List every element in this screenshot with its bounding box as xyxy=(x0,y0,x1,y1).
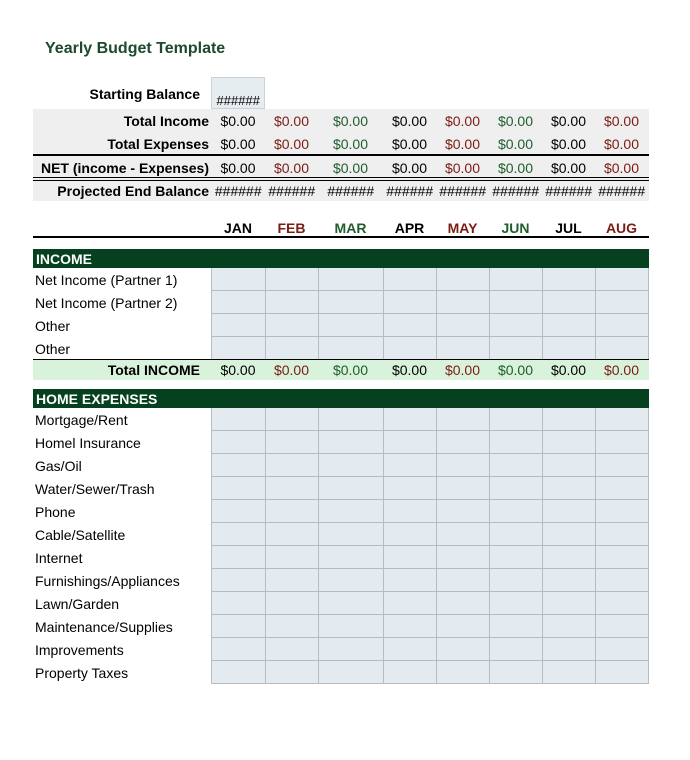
input-cell-aug[interactable] xyxy=(595,546,649,569)
input-cell-jun[interactable] xyxy=(489,615,542,638)
input-cell-mar[interactable] xyxy=(318,454,383,477)
input-cell-jan[interactable] xyxy=(211,523,265,546)
summary-row xyxy=(33,179,649,202)
input-cell-apr[interactable] xyxy=(383,638,436,661)
input-cell-apr[interactable] xyxy=(383,408,436,431)
input-cell-jun[interactable] xyxy=(489,314,542,337)
row-label: Other xyxy=(35,318,71,334)
summary-value: $0.00 xyxy=(220,136,256,152)
input-cell-jul[interactable] xyxy=(542,569,595,592)
summary-value: ###### xyxy=(492,183,539,199)
input-cell-apr[interactable] xyxy=(383,569,436,592)
summary-value: $0.00 xyxy=(603,160,640,176)
summary-value: ###### xyxy=(214,183,262,199)
list-item xyxy=(33,431,649,454)
input-cell-aug[interactable] xyxy=(595,638,649,661)
input-cell-apr[interactable] xyxy=(383,661,436,684)
input-cell-jul[interactable] xyxy=(542,408,595,431)
input-cell-jan[interactable] xyxy=(211,500,265,523)
input-cell-apr[interactable] xyxy=(383,546,436,569)
month-header-aug: AUG xyxy=(605,220,638,236)
list-item xyxy=(33,592,649,615)
row-label: Net Income (Partner 2) xyxy=(35,295,178,311)
input-cell-mar[interactable] xyxy=(318,546,383,569)
summary-value: $0.00 xyxy=(220,113,256,129)
input-cell-apr[interactable] xyxy=(383,500,436,523)
total-income-value: $0.00 xyxy=(273,362,310,378)
page-title: Yearly Budget Template xyxy=(45,40,226,57)
input-cell-jul[interactable] xyxy=(542,615,595,638)
input-cell-jun[interactable] xyxy=(489,431,542,454)
list-item xyxy=(33,569,649,592)
input-cell-aug[interactable] xyxy=(595,477,649,500)
input-cell-aug[interactable] xyxy=(595,500,649,523)
input-cell-may[interactable] xyxy=(436,337,489,360)
summary-value: $0.00 xyxy=(603,113,640,129)
input-cell-mar[interactable] xyxy=(318,638,383,661)
input-cell-mar[interactable] xyxy=(318,408,383,431)
summary-value: $0.00 xyxy=(497,113,534,129)
month-header-jun: JUN xyxy=(501,220,530,236)
input-cell-feb[interactable] xyxy=(265,546,318,569)
row-label: Net Income (Partner 1) xyxy=(35,272,178,288)
summary-value: ###### xyxy=(327,183,374,199)
input-cell-jan[interactable] xyxy=(211,615,265,638)
summary-value: $0.00 xyxy=(497,160,534,176)
summary-value: $0.00 xyxy=(444,160,481,176)
list-item xyxy=(33,408,649,431)
summary-value: ###### xyxy=(545,183,592,199)
summary-value: $0.00 xyxy=(391,136,428,152)
input-cell-jul[interactable] xyxy=(542,638,595,661)
input-cell-jul[interactable] xyxy=(542,454,595,477)
total-income-value: $0.00 xyxy=(332,362,369,378)
input-cell-apr[interactable] xyxy=(383,477,436,500)
summary-value: ###### xyxy=(439,183,486,199)
input-cell-may[interactable] xyxy=(436,454,489,477)
input-cell-may[interactable] xyxy=(436,661,489,684)
input-cell-aug[interactable] xyxy=(595,661,649,684)
input-cell-apr[interactable] xyxy=(383,314,436,337)
input-cell-jul[interactable] xyxy=(542,291,595,314)
total-income-value: $0.00 xyxy=(603,362,640,378)
row-label: Improvements xyxy=(35,642,124,658)
input-cell-jul[interactable] xyxy=(542,500,595,523)
summary-value: $0.00 xyxy=(497,136,534,152)
input-cell-jul[interactable] xyxy=(542,314,595,337)
input-cell-may[interactable] xyxy=(436,408,489,431)
input-cell-apr[interactable] xyxy=(383,337,436,360)
input-cell-aug[interactable] xyxy=(595,268,649,291)
row-label: Homel Insurance xyxy=(35,435,141,451)
list-item xyxy=(33,615,649,638)
input-cell-jun[interactable] xyxy=(489,546,542,569)
input-cell-jan[interactable] xyxy=(211,268,265,291)
row-label: Furnishings/Appliances xyxy=(35,573,180,589)
month-header-may: MAY xyxy=(447,220,478,236)
input-cell-jun[interactable] xyxy=(489,661,542,684)
input-cell-jul[interactable] xyxy=(542,337,595,360)
input-cell-aug[interactable] xyxy=(595,615,649,638)
input-cell-jun[interactable] xyxy=(489,592,542,615)
input-cell-apr[interactable] xyxy=(383,615,436,638)
input-cell-jan[interactable] xyxy=(211,431,265,454)
input-cell-jul[interactable] xyxy=(542,592,595,615)
summary-value: $0.00 xyxy=(550,113,587,129)
row-label: Phone xyxy=(35,504,76,520)
list-item xyxy=(33,500,649,523)
input-cell-feb[interactable] xyxy=(265,408,318,431)
input-cell-feb[interactable] xyxy=(265,638,318,661)
row-label: Maintenance/Supplies xyxy=(35,619,173,635)
total-income-row xyxy=(33,359,649,380)
input-cell-may[interactable] xyxy=(436,314,489,337)
input-cell-jan[interactable] xyxy=(211,408,265,431)
input-cell-feb[interactable] xyxy=(265,500,318,523)
summary-value: $0.00 xyxy=(332,136,369,152)
starting-balance-label: Starting Balance xyxy=(89,86,200,102)
input-cell-jul[interactable] xyxy=(542,661,595,684)
input-cell-jan[interactable] xyxy=(211,638,265,661)
input-cell-jan[interactable] xyxy=(211,477,265,500)
input-cell-jun[interactable] xyxy=(489,408,542,431)
input-cell-may[interactable] xyxy=(436,546,489,569)
input-cell-may[interactable] xyxy=(436,523,489,546)
input-cell-aug[interactable] xyxy=(595,569,649,592)
input-cell-apr[interactable] xyxy=(383,268,436,291)
total-income-value: $0.00 xyxy=(444,362,481,378)
income-section-title: INCOME xyxy=(36,251,92,267)
input-cell-feb[interactable] xyxy=(265,268,318,291)
total-income-value: $0.00 xyxy=(220,362,256,378)
summary-value: $0.00 xyxy=(220,160,256,176)
row-label: Property Taxes xyxy=(35,665,129,681)
summary-value: $0.00 xyxy=(391,160,428,176)
month-header-apr: APR xyxy=(394,220,425,236)
input-cell-jan[interactable] xyxy=(211,314,265,337)
row-label: Lawn/Garden xyxy=(35,596,120,612)
input-cell-jul[interactable] xyxy=(542,523,595,546)
summary-value: $0.00 xyxy=(550,160,587,176)
row-label: Mortgage/Rent xyxy=(35,412,128,428)
input-cell-jun[interactable] xyxy=(489,477,542,500)
input-cell-jan[interactable] xyxy=(211,661,265,684)
list-item xyxy=(33,268,649,291)
input-cell-may[interactable] xyxy=(436,291,489,314)
input-cell-jun[interactable] xyxy=(489,500,542,523)
input-cell-feb[interactable] xyxy=(265,661,318,684)
total-income-value: $0.00 xyxy=(550,362,587,378)
input-cell-jun[interactable] xyxy=(489,523,542,546)
input-cell-mar[interactable] xyxy=(318,661,383,684)
home-expenses-section-title: HOME EXPENSES xyxy=(36,391,158,407)
total-income-value: $0.00 xyxy=(497,362,534,378)
input-cell-jul[interactable] xyxy=(542,431,595,454)
input-cell-mar[interactable] xyxy=(318,337,383,360)
input-cell-may[interactable] xyxy=(436,477,489,500)
starting-balance-input[interactable]: ###### xyxy=(211,77,265,109)
list-item xyxy=(33,523,649,546)
list-item xyxy=(33,454,649,477)
input-cell-feb[interactable] xyxy=(265,592,318,615)
income-section-header xyxy=(33,249,649,268)
input-cell-jan[interactable] xyxy=(211,291,265,314)
input-cell-may[interactable] xyxy=(436,569,489,592)
input-cell-jul[interactable] xyxy=(542,477,595,500)
input-cell-mar[interactable] xyxy=(318,314,383,337)
input-cell-aug[interactable] xyxy=(595,337,649,360)
input-cell-aug[interactable] xyxy=(595,592,649,615)
row-label: Water/Sewer/Trash xyxy=(35,481,155,497)
home-expenses-section-header xyxy=(33,389,649,408)
input-cell-mar[interactable] xyxy=(318,431,383,454)
input-cell-feb[interactable] xyxy=(265,569,318,592)
input-cell-feb[interactable] xyxy=(265,431,318,454)
summary-value: $0.00 xyxy=(273,160,310,176)
input-cell-may[interactable] xyxy=(436,431,489,454)
input-cell-jan[interactable] xyxy=(211,337,265,360)
input-cell-apr[interactable] xyxy=(383,431,436,454)
input-cell-aug[interactable] xyxy=(595,454,649,477)
summary-block xyxy=(33,109,649,201)
input-cell-may[interactable] xyxy=(436,638,489,661)
summary-value: $0.00 xyxy=(391,113,428,129)
list-item xyxy=(33,477,649,500)
input-cell-jun[interactable] xyxy=(489,268,542,291)
double-divider xyxy=(33,177,649,181)
list-item xyxy=(33,638,649,661)
input-cell-mar[interactable] xyxy=(318,500,383,523)
month-header-jul: JUL xyxy=(555,220,582,236)
input-cell-aug[interactable] xyxy=(595,431,649,454)
input-cell-may[interactable] xyxy=(436,268,489,291)
input-cell-apr[interactable] xyxy=(383,291,436,314)
input-cell-jan[interactable] xyxy=(211,592,265,615)
summary-value: $0.00 xyxy=(444,113,481,129)
input-cell-jun[interactable] xyxy=(489,454,542,477)
input-cell-mar[interactable] xyxy=(318,291,383,314)
list-item xyxy=(33,291,649,314)
input-cell-feb[interactable] xyxy=(265,523,318,546)
summary-row-label: Total Income xyxy=(123,113,209,129)
row-label: Internet xyxy=(35,550,83,566)
summary-row xyxy=(33,109,649,132)
summary-value: $0.00 xyxy=(273,136,310,152)
row-label: Other xyxy=(35,341,71,357)
input-cell-jul[interactable] xyxy=(542,546,595,569)
input-cell-mar[interactable] xyxy=(318,592,383,615)
input-cell-mar[interactable] xyxy=(318,615,383,638)
input-cell-jan[interactable] xyxy=(211,569,265,592)
input-cell-mar[interactable] xyxy=(318,268,383,291)
input-cell-apr[interactable] xyxy=(383,454,436,477)
input-cell-apr[interactable] xyxy=(383,523,436,546)
divider xyxy=(33,154,649,156)
summary-value: $0.00 xyxy=(273,113,310,129)
row-label: Gas/Oil xyxy=(35,458,82,474)
summary-row-label: NET (income - Expenses) xyxy=(40,160,209,176)
input-cell-mar[interactable] xyxy=(318,569,383,592)
input-cell-jan[interactable] xyxy=(211,546,265,569)
month-header-row xyxy=(33,220,649,238)
input-cell-aug[interactable] xyxy=(595,523,649,546)
input-cell-jun[interactable] xyxy=(489,569,542,592)
summary-value: $0.00 xyxy=(550,136,587,152)
list-item xyxy=(33,546,649,569)
summary-value: $0.00 xyxy=(332,160,369,176)
input-cell-may[interactable] xyxy=(436,592,489,615)
input-cell-feb[interactable] xyxy=(265,291,318,314)
input-cell-aug[interactable] xyxy=(595,408,649,431)
input-cell-feb[interactable] xyxy=(265,615,318,638)
input-cell-apr[interactable] xyxy=(383,592,436,615)
summary-row xyxy=(33,132,649,155)
month-header-jan: JAN xyxy=(223,220,252,236)
input-cell-may[interactable] xyxy=(436,615,489,638)
input-cell-feb[interactable] xyxy=(265,314,318,337)
list-item xyxy=(33,314,649,337)
input-cell-mar[interactable] xyxy=(318,523,383,546)
summary-row xyxy=(33,156,649,179)
input-cell-jun[interactable] xyxy=(489,337,542,360)
summary-row-label: Projected End Balance xyxy=(57,183,209,199)
summary-value: ###### xyxy=(268,183,315,199)
input-cell-feb[interactable] xyxy=(265,454,318,477)
input-cell-mar[interactable] xyxy=(318,477,383,500)
input-cell-jan[interactable] xyxy=(211,454,265,477)
summary-value: $0.00 xyxy=(444,136,481,152)
month-header-mar: MAR xyxy=(334,220,367,236)
input-cell-feb[interactable] xyxy=(265,477,318,500)
input-cell-jul[interactable] xyxy=(542,268,595,291)
input-cell-jun[interactable] xyxy=(489,291,542,314)
total-income-label: Total INCOME xyxy=(107,362,200,378)
list-item xyxy=(33,661,649,684)
summary-value: ###### xyxy=(386,183,433,199)
summary-row-label: Total Expenses xyxy=(107,136,209,152)
row-label: Cable/Satellite xyxy=(35,527,126,543)
input-cell-aug[interactable] xyxy=(595,314,649,337)
input-cell-aug[interactable] xyxy=(595,291,649,314)
summary-value: $0.00 xyxy=(332,113,369,129)
total-income-value: $0.00 xyxy=(391,362,428,378)
month-header-feb: FEB xyxy=(277,220,306,236)
summary-value: ###### xyxy=(598,183,645,199)
summary-value: $0.00 xyxy=(603,136,640,152)
input-cell-jun[interactable] xyxy=(489,638,542,661)
input-cell-may[interactable] xyxy=(436,500,489,523)
input-cell-feb[interactable] xyxy=(265,337,318,360)
list-item xyxy=(33,337,649,360)
